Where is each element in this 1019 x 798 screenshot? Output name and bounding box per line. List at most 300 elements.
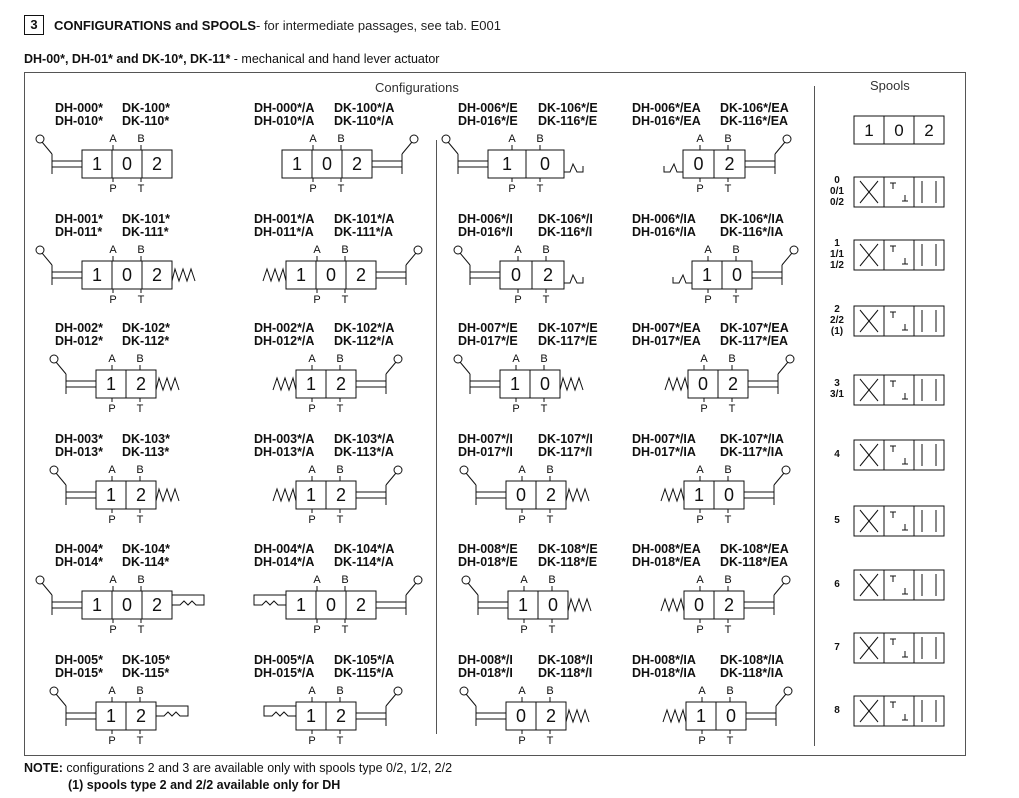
cell-label: 2 <box>545 706 557 726</box>
config-code: DK-104* <box>122 542 170 556</box>
port-b-label: B <box>726 685 734 697</box>
lever-knob <box>454 246 462 254</box>
detent <box>156 706 188 716</box>
cell-label: 0 <box>121 595 133 615</box>
cell-label: 0 <box>547 595 559 615</box>
cell-label: 0 <box>697 374 709 394</box>
section-subtitle: - for intermediate passages, see tab. E001 <box>256 17 501 33</box>
config-code: DH-002* <box>55 321 103 335</box>
config-code: DK-118*/EA <box>720 555 789 569</box>
config-code: DK-105*/A <box>334 653 395 667</box>
cell-label: 1 <box>509 374 521 394</box>
port-t-label: T <box>726 735 734 747</box>
port-b-label: B <box>724 133 732 145</box>
cell-label: 1 <box>693 485 705 505</box>
spring <box>661 599 684 611</box>
config-code: DK-117*/IA <box>720 445 784 459</box>
config-code: DH-010* <box>55 114 103 128</box>
lever-arm <box>782 253 792 265</box>
spool-legend-cell: 0 <box>894 121 904 140</box>
spring <box>156 489 179 501</box>
cell-label: 2 <box>727 374 739 394</box>
cell-label: 0 <box>515 485 527 505</box>
valve-symbol <box>665 353 794 415</box>
port-t-label: T <box>724 624 732 636</box>
valve-symbol <box>50 353 179 415</box>
port-b-label: B <box>542 244 550 256</box>
cell-label: 1 <box>501 154 513 174</box>
port-t-label: T <box>336 403 344 415</box>
cell-label: 1 <box>295 265 307 285</box>
port-t-label: T <box>336 514 344 526</box>
config-code: DH-018*/EA <box>632 555 701 569</box>
detent <box>564 164 583 172</box>
config-code: DH-018*/E <box>458 555 518 569</box>
config-code: DH-012* <box>55 334 103 348</box>
spool-type-label: (1) <box>830 325 844 337</box>
valve-symbol <box>462 574 591 636</box>
cell-label: 1 <box>91 154 103 174</box>
port-t-label: T <box>137 183 145 195</box>
lever-knob <box>462 576 470 584</box>
cell-label: 0 <box>725 706 737 726</box>
config-code: DH-004* <box>55 542 103 556</box>
port-a-label: A <box>698 685 706 697</box>
port-t-label: T <box>732 294 740 306</box>
port-t-label: T <box>546 735 554 747</box>
cell-label: 2 <box>135 374 147 394</box>
config-code: DK-106*/I <box>538 212 593 226</box>
port-t-label: T <box>337 183 345 195</box>
spool-type-label: 6 <box>834 578 840 590</box>
port-t-label: T <box>136 403 144 415</box>
config-code: DK-102*/A <box>334 321 395 335</box>
config-code: DK-116*/I <box>538 225 593 239</box>
config-code: DK-111*/A <box>334 225 394 239</box>
config-code: DK-104*/A <box>334 542 395 556</box>
spring <box>566 489 589 501</box>
config-code: DH-005* <box>55 653 103 667</box>
spring <box>566 710 589 722</box>
port-p-label: P <box>514 294 522 306</box>
lever-arm <box>774 473 784 485</box>
config-code: DH-014*/A <box>254 555 315 569</box>
cell-label: 1 <box>105 374 117 394</box>
port-b-label: B <box>548 574 556 586</box>
config-code: DK-114*/A <box>334 555 394 569</box>
config-code: DH-012*/A <box>254 334 315 348</box>
port-t-label: T <box>548 624 556 636</box>
port-a-label: A <box>518 464 526 476</box>
port-p-label: P <box>518 735 526 747</box>
valve-symbol <box>263 244 422 306</box>
config-code: DH-002*/A <box>254 321 315 335</box>
config-code: DK-114* <box>122 555 170 569</box>
port-p-label: P <box>696 514 704 526</box>
config-code: DK-100* <box>122 101 170 115</box>
port-b-label: B <box>536 133 544 145</box>
port-b-label: B <box>336 685 344 697</box>
cell-label: 2 <box>135 706 147 726</box>
detent <box>264 706 296 716</box>
valve-symbol <box>50 464 179 526</box>
config-code: DK-110*/A <box>334 114 394 128</box>
port-a-label: A <box>518 685 526 697</box>
port-p-label: P <box>309 183 317 195</box>
cell-label: 1 <box>295 595 307 615</box>
valve-symbol <box>254 574 422 636</box>
config-code: DH-016*/E <box>458 114 518 128</box>
config-code: DH-003*/A <box>254 432 315 446</box>
port-a-label: A <box>108 353 116 365</box>
config-code: DH-007*/E <box>458 321 518 335</box>
config-code: DK-106*/E <box>538 101 598 115</box>
config-code: DH-016*/I <box>458 225 513 239</box>
config-code: DH-006*/EA <box>632 101 701 115</box>
config-code: DH-007*/IA <box>632 432 696 446</box>
valve-symbol <box>36 574 204 636</box>
config-code: DH-004*/A <box>254 542 315 556</box>
port-b-label: B <box>336 464 344 476</box>
config-code: DK-117*/EA <box>720 334 789 348</box>
config-code: DK-116*/EA <box>720 114 789 128</box>
lever-knob <box>790 246 798 254</box>
spool-type-label: 0/2 <box>830 196 844 208</box>
port-a-label: A <box>109 133 117 145</box>
lever-arm <box>468 583 478 595</box>
port-p-label: P <box>308 514 316 526</box>
port-b-label: B <box>732 244 740 256</box>
lever-knob <box>782 466 790 474</box>
lever-arm <box>386 473 396 485</box>
cell-label: 2 <box>355 265 367 285</box>
port-a-label: A <box>508 133 516 145</box>
cell-label: 1 <box>105 485 117 505</box>
valve-symbol <box>442 133 583 195</box>
lever-arm <box>448 142 458 154</box>
cell-label: 0 <box>539 374 551 394</box>
config-code: DH-018*/IA <box>632 666 696 680</box>
cell-label: 1 <box>517 595 529 615</box>
config-code: DK-107*/I <box>538 432 593 446</box>
lever-arm <box>775 142 785 154</box>
spool-type-label: 2 <box>834 303 840 315</box>
port-p-label: P <box>308 735 316 747</box>
port-a-label: A <box>512 353 520 365</box>
cell-label: 1 <box>695 706 707 726</box>
cell-label: 2 <box>355 595 367 615</box>
cell-label: 1 <box>305 374 317 394</box>
port-p-label: P <box>520 624 528 636</box>
lever-knob <box>394 687 402 695</box>
port-t-label: T <box>341 294 349 306</box>
spring <box>568 599 591 611</box>
note-footnote: (1) spools type 2 and 2/2 available only for DH <box>68 778 341 792</box>
config-code: DK-117*/E <box>538 334 598 348</box>
valve-symbol <box>454 244 583 306</box>
port-b-label: B <box>546 685 554 697</box>
config-code: DK-106*/IA <box>720 212 784 226</box>
config-code: DH-015*/A <box>254 666 315 680</box>
port-a-label: A <box>696 464 704 476</box>
cell-label: 1 <box>291 154 303 174</box>
config-code: DH-011*/A <box>254 225 314 239</box>
port-t-label: T <box>724 183 732 195</box>
valve-symbol <box>264 685 402 747</box>
cell-label: 0 <box>693 595 705 615</box>
config-code: DH-017*/I <box>458 445 513 459</box>
port-t-label: T <box>341 624 349 636</box>
config-code: DK-110* <box>122 114 170 128</box>
port-a-label: A <box>313 574 321 586</box>
lever-knob <box>410 135 418 143</box>
port-b-label: B <box>137 244 145 256</box>
config-code: DH-014* <box>55 555 103 569</box>
spool-type-label: 0/1 <box>830 185 844 197</box>
lever-knob <box>394 355 402 363</box>
spool-legend-cell: 1 <box>864 121 874 140</box>
lever-arm <box>56 362 66 374</box>
cell-label: 1 <box>91 595 103 615</box>
spring <box>661 489 684 501</box>
port-p-label: P <box>508 183 516 195</box>
spring <box>263 269 286 281</box>
lever-knob <box>50 466 58 474</box>
cell-label: 2 <box>151 595 163 615</box>
port-a-label: A <box>696 574 704 586</box>
spring <box>560 378 583 390</box>
valve-symbol <box>273 353 402 415</box>
subheader-models: DH-00*, DH-01* and DK-10*, DK-11* <box>24 52 231 66</box>
port-b-label: B <box>136 685 144 697</box>
port-p-label: P <box>108 735 116 747</box>
config-code: DH-001* <box>55 212 103 226</box>
config-code: DH-008*/IA <box>632 653 696 667</box>
spool-symbol <box>854 570 944 600</box>
port-b-label: B <box>546 464 554 476</box>
config-code: DK-108*/EA <box>720 542 789 556</box>
config-code: DH-016*/IA <box>632 225 696 239</box>
config-code: DK-103*/A <box>334 432 395 446</box>
config-code: DH-006*/E <box>458 101 518 115</box>
config-code: DK-111* <box>122 225 169 239</box>
cell-label: 0 <box>723 485 735 505</box>
spool-symbol <box>854 506 944 536</box>
port-p-label: P <box>512 403 520 415</box>
port-b-label: B <box>136 464 144 476</box>
port-b-label: B <box>341 244 349 256</box>
lever-knob <box>36 246 44 254</box>
port-p-label: P <box>108 403 116 415</box>
cell-label: 0 <box>693 154 704 174</box>
lever-knob <box>394 466 402 474</box>
port-a-label: A <box>514 244 522 256</box>
cell-label: 2 <box>542 265 554 285</box>
detent <box>172 595 204 605</box>
config-code: DK-117*/I <box>538 445 593 459</box>
port-p-label: P <box>700 403 708 415</box>
config-code: DH-017*/E <box>458 334 518 348</box>
spring <box>172 269 195 281</box>
cell-label: 0 <box>121 154 133 174</box>
port-p-label: P <box>696 183 704 195</box>
spool-type-label: 2/2 <box>830 314 844 326</box>
port-p-label: P <box>313 294 321 306</box>
valve-symbol <box>282 133 418 195</box>
note-prefix: NOTE: <box>24 761 63 775</box>
lever-arm <box>466 473 476 485</box>
cell-label: 0 <box>325 265 337 285</box>
port-t-label: T <box>540 403 548 415</box>
lever-arm <box>42 142 52 154</box>
cell-label: 1 <box>105 706 117 726</box>
port-p-label: P <box>109 624 117 636</box>
config-code: DK-115* <box>122 666 170 680</box>
detent <box>254 595 286 605</box>
cell-label: 0 <box>515 706 527 726</box>
lever-knob <box>414 246 422 254</box>
lever-knob <box>786 355 794 363</box>
config-code: DK-108*/I <box>538 653 593 667</box>
config-code: DH-003* <box>55 432 103 446</box>
port-a-label: A <box>308 464 316 476</box>
valve-symbol <box>661 574 790 636</box>
configurations-title: Configurations <box>375 80 459 95</box>
port-a-label: A <box>696 133 704 145</box>
config-code: DK-105* <box>122 653 170 667</box>
cell-label: 2 <box>351 154 363 174</box>
lever-knob <box>783 135 791 143</box>
valve-symbol <box>661 464 790 526</box>
config-code: DH-006*/I <box>458 212 513 226</box>
port-b-label: B <box>724 574 732 586</box>
config-code: DK-118*/IA <box>720 666 784 680</box>
port-p-label: P <box>313 624 321 636</box>
config-code: DH-008*/EA <box>632 542 701 556</box>
cell-label: 0 <box>325 595 337 615</box>
lever-arm <box>386 694 396 706</box>
spring <box>663 710 686 722</box>
cell-label: 2 <box>545 485 557 505</box>
spool-type-label: 0 <box>834 174 840 186</box>
spool-type-label: 8 <box>834 704 840 716</box>
cell-label: 2 <box>335 706 347 726</box>
port-b-label: B <box>728 353 736 365</box>
cell-label: 2 <box>724 154 735 174</box>
cell-label: 0 <box>510 265 522 285</box>
port-t-label: T <box>136 735 144 747</box>
note <box>24 761 452 775</box>
spool-type-label: 1 <box>834 237 840 249</box>
lever-knob <box>36 576 44 584</box>
cell-label: 1 <box>91 265 103 285</box>
valve-symbol <box>50 685 188 747</box>
port-p-label: P <box>109 294 117 306</box>
config-code: DH-018*/I <box>458 666 513 680</box>
lever-knob <box>442 135 450 143</box>
port-b-label: B <box>337 133 345 145</box>
config-code: DH-011* <box>55 225 103 239</box>
cell-label: 1 <box>305 485 317 505</box>
port-t-label: T <box>728 403 736 415</box>
config-code: DK-118*/I <box>538 666 593 680</box>
config-code: DH-005*/A <box>254 653 315 667</box>
config-code: DH-008*/E <box>458 542 518 556</box>
cell-label: 0 <box>321 154 333 174</box>
port-a-label: A <box>308 353 316 365</box>
config-code: DH-010*/A <box>254 114 315 128</box>
valve-symbol <box>664 133 791 195</box>
config-code: DH-017*/EA <box>632 334 701 348</box>
spool-symbol <box>854 306 944 336</box>
port-p-label: P <box>308 403 316 415</box>
spool-symbol <box>854 696 944 726</box>
config-code: DK-112* <box>122 334 170 348</box>
port-a-label: A <box>108 685 116 697</box>
cell-label: 1 <box>305 706 317 726</box>
spring <box>273 378 296 390</box>
valve-symbol <box>36 133 172 195</box>
lever-arm <box>460 362 470 374</box>
port-t-label: T <box>336 735 344 747</box>
lever-arm <box>460 253 470 265</box>
lever-knob <box>50 355 58 363</box>
cell-label: 0 <box>731 265 743 285</box>
spool-symbol <box>854 240 944 270</box>
spool-type-label: 1/1 <box>830 248 844 260</box>
spool-symbol <box>854 633 944 663</box>
port-a-label: A <box>700 353 708 365</box>
config-code: DH-017*/IA <box>632 445 696 459</box>
spool-symbol <box>854 177 944 207</box>
spool-type-label: 3 <box>834 378 840 389</box>
port-b-label: B <box>137 574 145 586</box>
port-a-label: A <box>109 574 117 586</box>
config-code: DH-016*/EA <box>632 114 701 128</box>
section-number: 3 <box>24 15 44 35</box>
cell-label: 1 <box>701 265 713 285</box>
lever-arm <box>386 362 396 374</box>
port-a-label: A <box>520 574 528 586</box>
config-code: DK-112*/A <box>334 334 394 348</box>
port-b-label: B <box>540 353 548 365</box>
detent <box>564 275 583 283</box>
valve-symbol <box>454 353 583 415</box>
config-code: DK-106*/EA <box>720 101 789 115</box>
lever-arm <box>406 583 416 595</box>
section-title: CONFIGURATIONS and SPOOLS <box>54 17 256 33</box>
config-code: DH-007*/EA <box>632 321 701 335</box>
valve-symbol <box>673 244 798 306</box>
port-a-label: A <box>109 244 117 256</box>
cell-label: 2 <box>335 374 347 394</box>
spring <box>665 378 688 390</box>
spool-symbol <box>854 375 944 405</box>
config-code: DK-108*/E <box>538 542 598 556</box>
port-p-label: P <box>109 183 117 195</box>
config-code: DH-000*/A <box>254 101 315 115</box>
lever-arm <box>56 694 66 706</box>
port-t-label: T <box>536 183 544 195</box>
cell-label: 2 <box>723 595 735 615</box>
port-b-label: B <box>336 353 344 365</box>
spool-type-label: 1/2 <box>830 259 844 271</box>
lever-arm <box>406 253 416 265</box>
port-p-label: P <box>696 624 704 636</box>
port-a-label: A <box>108 464 116 476</box>
lever-arm <box>402 142 412 154</box>
port-a-label: A <box>308 685 316 697</box>
